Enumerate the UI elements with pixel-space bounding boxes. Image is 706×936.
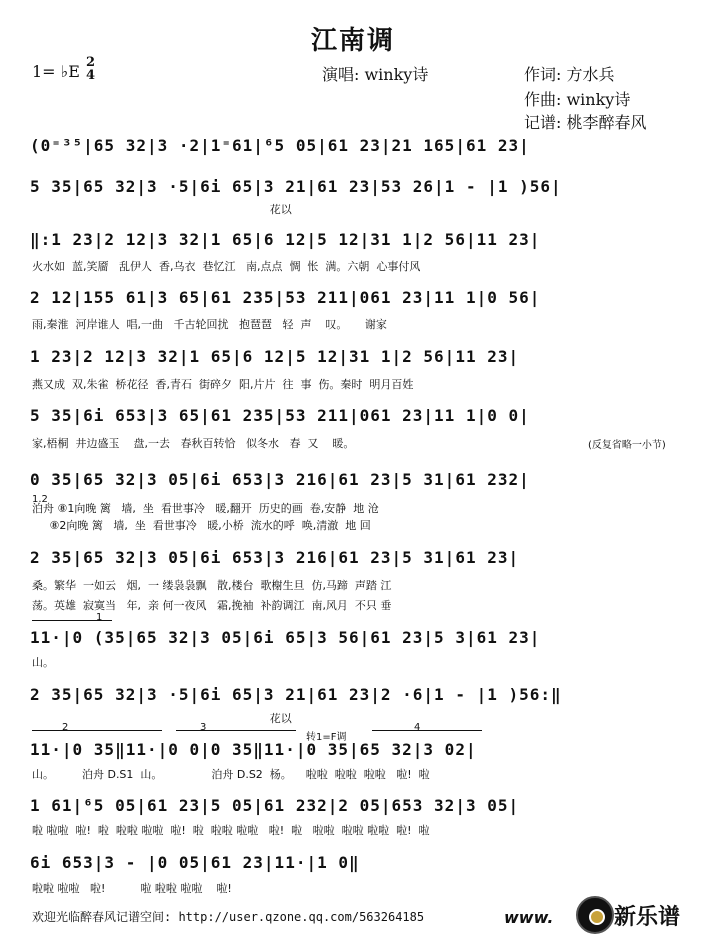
key-signature: 1= ♭E [32, 62, 80, 81]
time-signature [86, 56, 95, 82]
time-sig-bottom: 4 [86, 68, 96, 83]
watermark-text: 新乐谱 [614, 905, 681, 930]
time-sig-top: 2 [86, 55, 96, 70]
lyric-line: 燕又成 双,朱雀 桥花径 香,青石 街碎夕 阳,片片 往 事 伤。秦时 明月百姓 [32, 378, 414, 391]
lyric-line: 荡。英雄 寂寞当 年, 亲 何一夜风 霜,挽袖 补韵调江 南,风月 不只 垂 [32, 599, 392, 612]
notation-line: 5 35|6i 653|3 65|61 235|53 211|061 23|11 1|0 0| [30, 406, 530, 425]
notation-line: 6i 653|3 - |0 05|61 23|11·|1 0‖ [30, 853, 360, 872]
lyric-line: ⑧2向晚 篱 墙, 坐 看世事冷 暖,小桥 流水的呼 唤,清澈 地 回 [32, 519, 371, 532]
notation-line: 11·|0 (35|65 32|3 05|6i 65|3 56|61 23|5 3|61 23| [30, 628, 541, 647]
ending-number: 1 [96, 612, 103, 623]
lyric-line: 家,梧桐 井边盛玉 盘,一去 春秋百转恰 似冬水 春 又 暖。 [32, 437, 355, 450]
watermark-url: www. [504, 908, 554, 927]
lyric-line: 花以 [32, 203, 292, 216]
ending-number: 2 [62, 722, 69, 733]
ending-bracket [176, 730, 296, 731]
song-title: 江南调 [310, 26, 395, 56]
notation-line: 1 23|2 12|3 32|1 65|6 12|5 12|31 1|2 56|11 23| [30, 347, 520, 366]
notation-line: 1 61|⁶5 05|61 23|5 05|61 232|2 05|653 32|3 05| [30, 796, 520, 815]
lyricist-credit: 作词: 方水兵 [524, 65, 615, 84]
lyric-line: 啦 啦啦 啦! 啦 啦啦 啦啦 啦! 啦 啦啦 啦啦 啦! 啦 啦啦 啦啦 啦啦 啦! 啦 [32, 824, 430, 837]
composer-credit: 作曲: winky诗 [524, 90, 631, 109]
ending-bracket [372, 730, 482, 731]
notation-line: 11·|0 35‖11·|0 0|0 35‖11·|0 35|65 32|3 02| [30, 740, 477, 759]
notation-line: 2 35|65 32|3 ·5|6i 65|3 21|61 23|2 ·6|1 - |1 )56:‖ [30, 685, 562, 704]
ending-bracket [32, 730, 162, 731]
notation-line: 5 35|65 32|3 ·5|6i 65|3 21|61 23|53 26|1 - |1 )56| [30, 177, 562, 196]
transcriber-credit: 记谱: 桃李醉春风 [524, 113, 647, 132]
lyric-line: 雨,秦淮 河岸谁人 唱,一曲 千古轮回扰 抱琶琶 轻 声 叹。 谢家 [32, 318, 387, 331]
singer-credit: 演唱: winky诗 [322, 65, 429, 84]
ending-number: 4 [414, 722, 421, 733]
lyric-line: 山。 泊舟 D.S1 山。 泊舟 D.S2 杨。 啦啦 啦啦 啦啦 啦! 啦 [32, 768, 430, 781]
lyric-line: 泊舟 ⑧1向晚 篱 墙, 坐 看世事冷 暖,翻开 历史的画 卷,安静 地 沧 [32, 502, 379, 515]
notation-line: 2 12|155 61|3 65|61 235|53 211|061 23|11 1|0 56| [30, 288, 541, 307]
repeat-omit-note: (反复省略一小节) [588, 440, 666, 451]
footer-link[interactable]: 欢迎光临醉春风记谱空间: http://user.qzone.qq.com/563264185 [32, 910, 425, 924]
record-disc-icon [576, 896, 614, 934]
notation-line: ‖:1 23|2 12|3 32|1 65|6 12|5 12|31 1|2 56|11 23| [30, 230, 541, 249]
lyric-line: 桑。繁华 一如云 烟, 一 缕袅袅飘 散,楼台 歌榭生旦 仿,马蹄 声踏 江 [32, 579, 392, 592]
notation-line: 2 35|65 32|3 05|6i 653|3 216|61 23|5 31|61 23| [30, 548, 520, 567]
lyric-line: 啦啦 啦啦 啦! 啦 啦啦 啦啦 啦! [32, 882, 232, 895]
modulation-note: 转1=F调 [306, 732, 347, 743]
lyric-line: 火水如 蓝,笑靥 乱伊人 香,乌衣 巷忆江 南,点点 惆 怅 满。六朝 心事付风 [32, 260, 421, 273]
lyric-line: 山。 [32, 656, 54, 669]
notation-line: (0⁼³⁵|65 32|3 ·2|1⁼61|⁶5 05|61 23|21 165|61 23| [30, 136, 530, 155]
ending-number: 3 [200, 722, 207, 733]
lyric-line: 花以 [32, 712, 292, 725]
notation-line: 0 35|65 32|3 05|6i 653|3 216|61 23|5 31|61 232| [30, 470, 530, 489]
verse-mark: 1.2 [32, 494, 48, 505]
